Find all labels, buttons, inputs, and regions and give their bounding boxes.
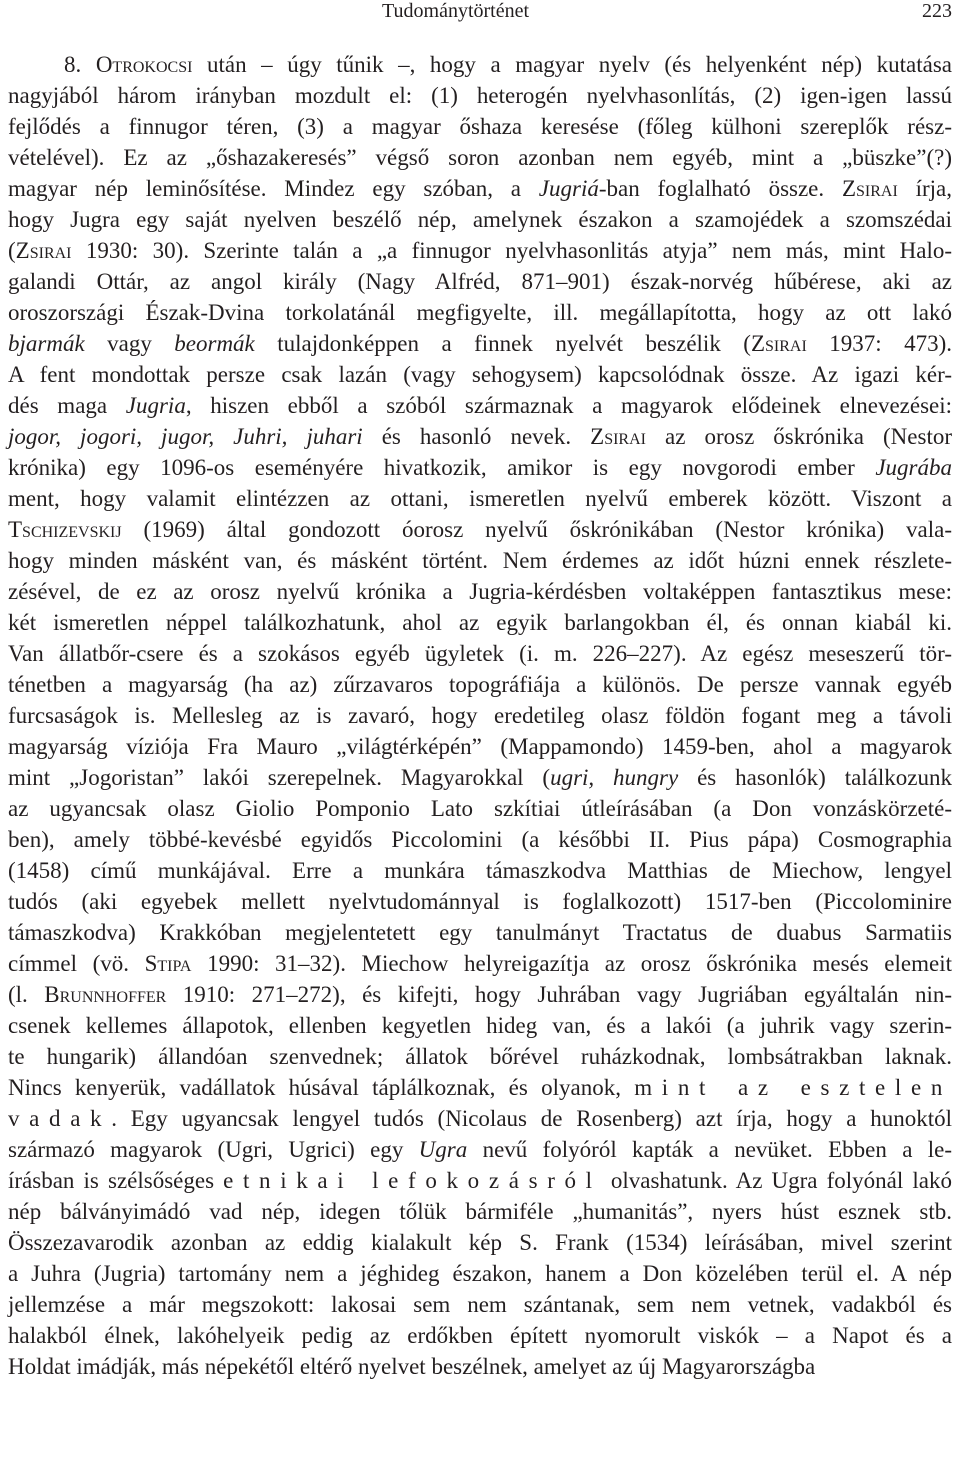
text-line	[8, 142, 952, 173]
spaced-emphasis: vadak	[8, 1106, 112, 1131]
text-span: magyar nép leminősítése. Mindez egy szóban, a	[8, 176, 539, 201]
text-span: oroszországi Észak-Dvina torkolatánál megfigyelte, ill. megállapította, hogy az ott lakó	[8, 300, 952, 325]
author-name: Zsirai	[750, 331, 807, 356]
text-line	[8, 1320, 952, 1351]
text-line	[8, 452, 952, 483]
text-span: után – úgy tűnik –, hogy a magyar nyelv (és helyenként nép) kutatása	[192, 52, 952, 77]
text-line	[8, 80, 952, 111]
text-span: ben), amely többé-kevésbé egyidős Piccolomini (a későbbi II. Pius pápa) Cosmographia	[8, 827, 952, 852]
running-head: Tudománytörténet	[382, 0, 530, 22]
text-span: mint „Jogoristan” lakói szerepelnek. Magyarokkal (	[8, 765, 551, 790]
text-line	[8, 483, 952, 514]
text-line	[8, 638, 952, 669]
text-span: Összezavarodik azonban az eddig kialakult kép S. Frank (1534) leírásában, mivel szerint	[8, 1230, 952, 1255]
italic-term: Ugra	[418, 1137, 468, 1162]
text-span: származó magyarok (Ugri, Ugrici) egy	[8, 1137, 419, 1162]
text-line	[8, 1289, 952, 1320]
text-span: 1937: 473).	[806, 331, 952, 356]
text-span: jellemzése a már megszokott: lakosai sem nem szántanak, sem nem vetnek, vadakból és	[8, 1292, 952, 1317]
spaced-emphasis: etnikai lefokozásról	[223, 1168, 602, 1193]
text-span: tulajdonképpen a finnek nyelvét beszélik (	[254, 331, 751, 356]
text-line	[8, 266, 952, 297]
text-line	[8, 607, 952, 638]
text-line	[8, 669, 952, 700]
text-span: 1910: 271–272), és kifejti, hogy Juhrában vagy Jugriában egyáltalán nin-	[166, 982, 953, 1007]
text-span: zésével, de ez az orosz nyelvű krónika a Jugria-kérdésben voltaképpen fantasztikus mese:	[8, 579, 952, 604]
text-span: az ugyancsak olasz Giolio Pomponio Lato szkítiai útleírásában (a Don vonzáskörzeté-	[8, 796, 952, 821]
author-name: Zsirai	[590, 424, 646, 449]
text-line	[8, 328, 952, 359]
text-span: ténetben a magyarság (ha az) zűrzavaros topográfiája a különös. De persze vannak egyéb	[8, 672, 952, 697]
text-span: (1969) által gondozott óorosz nyelvű őskrónikában (Nestor krónika) vala-	[121, 517, 952, 542]
text-span: írásban is szélsőséges	[8, 1168, 224, 1193]
text-span: és hasonlók) találkozunk	[678, 765, 952, 790]
text-line	[8, 824, 952, 855]
text-span: galandi Ottár, az angol király (Nagy Alfréd, 871–901) észak-norvég hűbérese, aki az	[8, 269, 952, 294]
text-line	[8, 1134, 952, 1165]
italic-term: bjarmák	[8, 331, 85, 356]
text-line	[8, 979, 952, 1010]
text-line	[8, 1196, 952, 1227]
italic-term: jogor, jogori, jugor, Juhri, juhari	[8, 424, 363, 449]
text-line	[8, 731, 952, 762]
text-span: tudós (aki egyebek mellett nyelvtudománnyal is foglalkozott) 1517-ben (Piccolominire	[8, 889, 952, 914]
text-span: te hungarik) állandóan szenvednek; állatok bőrével ruházkodnak, lombsátrakban laknak.	[8, 1044, 952, 1069]
text-span: csenek kellemes állapotok, ellenben kegyetlen hideg van, és a lakói (a juhrik vagy szerin-	[8, 1013, 952, 1038]
author-name: Tschizevskij	[8, 517, 122, 542]
text-span: dés maga	[8, 393, 126, 418]
author-name: Otrokocsi	[95, 52, 193, 77]
text-line	[8, 1165, 952, 1196]
author-name: Brunnhoffer	[44, 982, 167, 1007]
text-span: -ban foglalható össze.	[598, 176, 842, 201]
text-span: 1990: 31–32). Miechow helyreigazítja az orosz őskrónika mesés elemeit	[191, 951, 952, 976]
text-line	[8, 917, 952, 948]
text-span: 1930: 30). Szerinte talán a „a finnugor nyelvhasonlitás atyja” nem más, mint Halo-	[71, 238, 952, 263]
text-line	[8, 1072, 952, 1103]
text-line	[8, 762, 952, 793]
text-line	[8, 111, 952, 142]
text-span: hogy Jugra egy saját nyelven beszélő nép, amelynek északon a szamojédek a szomszédai	[8, 207, 952, 232]
text-span: ment, hogy valamit elintézzen az ottani, ismeretlen nyelvű emberek között. Viszont a	[8, 486, 952, 511]
text-span: nagyjából három irányban mozdult el: (1) heterogén nyelvhasonlítás, (2) igen-igen lassú	[8, 83, 952, 108]
text-line	[8, 514, 952, 545]
text-span: vételével). Ez az „őshazakeresés” végső soron azonban nem egyéb, mint a „büszke”(?)	[8, 145, 952, 170]
text-line	[8, 1258, 952, 1289]
italic-term: Jugriá	[538, 176, 599, 201]
text-line	[8, 1227, 952, 1258]
author-name: Stipa	[144, 951, 192, 976]
text-span: Holdat imádják, más népekétől eltérő nyelvet beszélnek, amelyet az új Magyarországba	[8, 1354, 816, 1379]
italic-term: Jugria	[125, 393, 186, 418]
text-line	[8, 700, 952, 731]
text-span: (1458) című munkájával. Erre a munkára támaszkodva Matthias de Miechow, lengyel	[8, 858, 952, 883]
text-line	[8, 390, 952, 421]
text-span: 8.	[64, 52, 96, 77]
text-line	[8, 1351, 952, 1382]
text-line	[8, 545, 952, 576]
text-line	[8, 173, 952, 204]
text-line	[8, 1010, 952, 1041]
text-span: olvashatunk. Az Ugra folyónál lakó	[601, 1168, 952, 1193]
text-span: halakból élnek, lakóhelyeik pedig az erdőkben épített nyomorult viskók – a Napot és a	[8, 1323, 952, 1348]
text-span: . Egy ugyancsak lengyel tudós (Nicolaus de Rosenberg) azt írja, hogy a hunoktól	[111, 1106, 952, 1131]
text-span: és hasonló nevek.	[362, 424, 591, 449]
text-line	[8, 793, 952, 824]
text-span: két ismeretlen néppel találkozhatunk, ahol az egyik barlangokban él, és onnan kiabál ki.	[8, 610, 952, 635]
text-span: Van állatbőr-csere és a szokásos egyéb ügyletek (i. m. 226–227). Az egész meseszerű tör-	[8, 641, 952, 666]
text-line	[8, 576, 952, 607]
text-span: furcsaságok is. Mellesleg az is zavaró, hogy eredetileg olasz földön fogant meg a távoli	[8, 703, 952, 728]
text-span: fejlődés a finnugor téren, (3) a magyar őshaza keresése (főleg külhoni szereplők rész-	[8, 114, 952, 139]
italic-term: Jugrába	[875, 455, 952, 480]
text-span: nép bálványimádó vad nép, idegen tőlük bármiféle „humanitás”, nyers húst esznek stb.	[8, 1199, 952, 1224]
text-span: (l.	[8, 982, 45, 1007]
text-line	[8, 49, 952, 80]
page-number: 223	[922, 0, 952, 22]
text-span: vagy	[84, 331, 175, 356]
body-text	[8, 49, 952, 1382]
text-span: címmel (vö.	[8, 951, 145, 976]
text-line	[8, 886, 952, 917]
text-span: A fent mondottak persze csak lazán (vagy sehogysem) kapcsolódnak össze. Az igazi kér-	[8, 362, 952, 387]
italic-term: beormák	[174, 331, 255, 356]
text-span: (	[8, 238, 16, 263]
text-line	[8, 855, 952, 886]
italic-term: ugri, hungry	[550, 765, 679, 790]
text-line	[8, 359, 952, 390]
text-line	[8, 421, 952, 452]
text-line	[8, 1103, 952, 1134]
text-span: az orosz őskrónika (Nestor	[646, 424, 952, 449]
author-name: Zsirai	[15, 238, 72, 263]
text-span: támaszkodva) Krakkóban megjelentetett egy tanulmányt Tractatus de duabus Sarmatiis	[8, 920, 952, 945]
text-span: , hiszen ebből a szóból származnak a magyarok elődeinek elnevezései:	[185, 393, 953, 418]
spaced-emphasis: mint az esztelen	[634, 1075, 952, 1100]
page-header	[0, 0, 960, 24]
text-span: hogy minden másként van, és másként történt. Nem érdemes az időt húzni ennek részlete-	[8, 548, 952, 573]
text-span: írja,	[897, 176, 952, 201]
text-line	[8, 235, 952, 266]
text-line	[8, 204, 952, 235]
text-span: magyarság víziója Fra Mauro „világtérképén” (Mappamondo) 1459-ben, ahol a magyarok	[8, 734, 952, 759]
text-line	[8, 1041, 952, 1072]
text-span: a Juhra (Jugria) tartomány nem a jéghideg északon, hanem a Don közelében terül el. A nép	[8, 1261, 952, 1286]
text-span: krónika) egy 1096-os eseményére hivatkozik, amikor is egy novgorodi ember	[8, 455, 876, 480]
text-span: nevű folyóról kapták a nevüket. Ebben a le-	[467, 1137, 953, 1162]
author-name: Zsirai	[841, 176, 898, 201]
text-span: Nincs kenyerük, vadállatok húsával táplálkoznak, és olyanok,	[8, 1075, 635, 1100]
text-line	[8, 948, 952, 979]
text-line	[8, 297, 952, 328]
